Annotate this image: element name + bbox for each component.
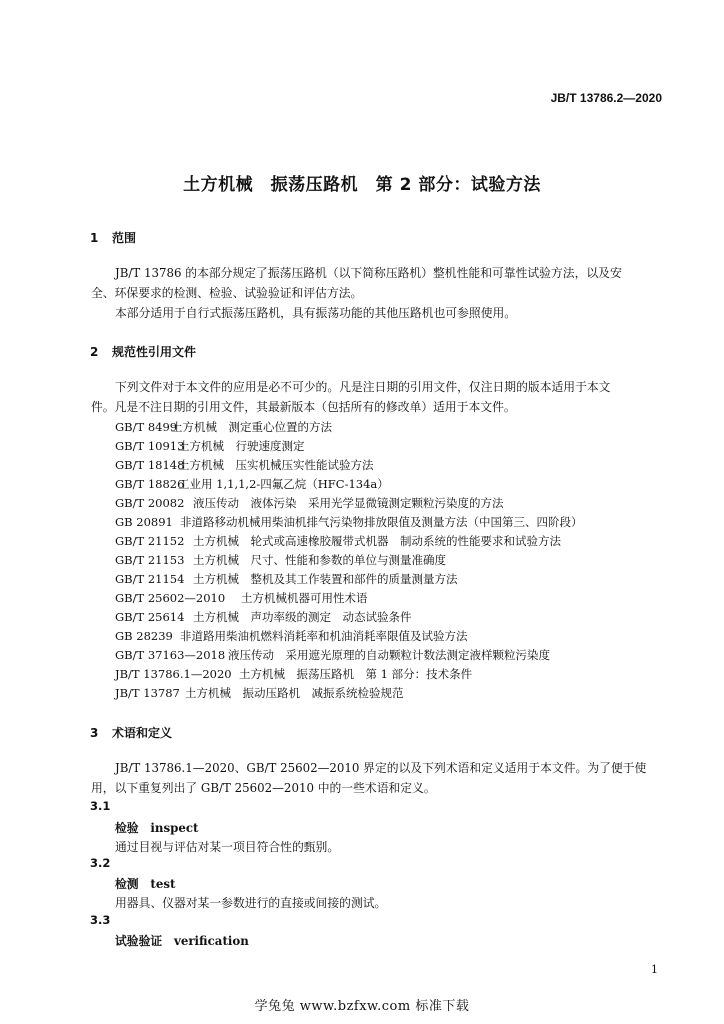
reference-item — [115, 666, 472, 682]
section-2-number: 2 — [90, 345, 99, 359]
reference-title: 土方机械 声功率级的测定 动态试验条件 — [193, 610, 412, 624]
reference-title: 非道路用柴油机燃料消耗率和机油消耗率限值及试验方法 — [180, 629, 468, 643]
reference-item — [115, 476, 389, 492]
section-2-title: 规范性引用文件 — [112, 345, 197, 359]
reference-code: GB 28239 — [115, 629, 173, 643]
reference-code: GB/T 10913 — [115, 439, 185, 453]
standard-number: JB/T 13786.2—2020 — [550, 91, 662, 105]
section-3-intro-line2: 用，以下重复列出了 GB/T 25602—2010 中的一些术语和定义。 — [91, 781, 436, 795]
reference-item — [115, 685, 404, 701]
reference-title: 土方机械机器可用性术语 — [241, 591, 368, 605]
reference-title: 土方机械 测定重心位置的方法 — [171, 420, 332, 434]
section-3-heading — [90, 724, 172, 741]
term-number: 3.2 — [90, 856, 111, 870]
reference-code: GB 20891 — [115, 515, 173, 529]
section-1-para1-line2: 全、环保要求的检测、检验、试验验证和评估方法。 — [91, 286, 363, 300]
term-number: 3.3 — [90, 913, 111, 927]
reference-title: 液压传动 采用遮光原理的自动颗粒计数法测定液样颗粒污染度 — [228, 648, 550, 662]
section-1-number: 1 — [90, 231, 99, 245]
reference-item — [115, 552, 446, 568]
reference-item — [115, 533, 561, 549]
reference-item — [115, 495, 504, 511]
reference-code: GB/T 21152 — [115, 534, 185, 548]
reference-code: GB/T 20082 — [115, 496, 185, 510]
reference-code: GB/T 8499 — [115, 420, 178, 434]
section-2-intro-line2: 件。凡是不注日期的引用文件，其最新版本（包括所有的修改单）适用于本文件。 — [91, 400, 516, 414]
section-1-title: 范围 — [112, 231, 137, 245]
reference-item — [115, 419, 332, 435]
section-1-heading — [90, 229, 136, 246]
reference-item — [115, 571, 458, 587]
reference-code: GB/T 21154 — [115, 572, 185, 586]
reference-title: 土方机械 行驶速度测定 — [178, 439, 305, 453]
reference-item — [115, 590, 368, 606]
footer-text: 学兔兔 www.bzfxw.com 标准下载 — [254, 999, 470, 1014]
term-number: 3.1 — [90, 799, 111, 813]
reference-code: GB/T 37163—2018 — [115, 648, 226, 662]
section-3-number: 3 — [90, 726, 99, 740]
reference-item — [115, 438, 305, 454]
reference-title: 非道路移动机械用柴油机排气污染物排放限值及测量方法（中国第三、四阶段） — [180, 515, 583, 529]
reference-code: GB/T 18826 — [115, 477, 185, 491]
reference-title: 土方机械 尺寸、性能和参数的单位与测量准确度 — [193, 553, 446, 567]
term-definition: 通过目视与评估对某一项目符合性的甄别。 — [115, 840, 340, 854]
reference-code: GB/T 25602—2010 — [115, 591, 226, 605]
page-number: 1 — [651, 963, 658, 976]
reference-title: 液压传动 液体污染 采用光学显微镜测定颗粒污染度的方法 — [193, 496, 504, 510]
reference-code: JB/T 13786.1—2020 — [115, 667, 232, 681]
reference-title: 工业用 1,1,1,2-四氟乙烷（HFC-134a） — [178, 477, 389, 491]
reference-item — [115, 647, 550, 663]
reference-code: JB/T 13787 — [115, 686, 180, 700]
reference-title: 土方机械 整机及其工作装置和部件的质量测量方法 — [193, 572, 458, 586]
reference-title: 土方机械 振荡压路机 第 1 部分：技术条件 — [239, 667, 473, 681]
reference-code: GB/T 25614 — [115, 610, 185, 624]
section-3-intro-line1: JB/T 13786.1—2020、GB/T 25602—2010 界定的以及下列术语和定义适用于本文件。为了便于使 — [115, 761, 647, 775]
reference-title: 土方机械 压实机械压实性能试验方法 — [178, 458, 374, 472]
term-name: 检验 inspect — [115, 821, 199, 835]
section-1-para2: 本部分适用于自行式振荡压路机，具有振荡功能的其他压路机也可参照使用。 — [115, 306, 517, 320]
term-name: 检测 test — [115, 877, 176, 891]
reference-code: GB/T 21153 — [115, 553, 185, 567]
term-name: 试验验证 verification — [115, 934, 249, 948]
section-1-para1-line1: JB/T 13786 的本部分规定了振荡压路机（以下简称压路机）整机性能和可靠性试验方法，以及安 — [115, 266, 622, 280]
section-2-heading — [90, 343, 196, 360]
section-3-title: 术语和定义 — [112, 726, 173, 740]
reference-item — [115, 514, 583, 530]
reference-code: GB/T 18148 — [115, 458, 185, 472]
reference-title: 土方机械 轮式或高速橡胶履带式机器 制动系统的性能要求和试验方法 — [193, 534, 561, 548]
reference-item — [115, 609, 412, 625]
term-definition: 用器具、仪器对某一参数进行的直接或间接的测试。 — [115, 896, 387, 910]
page-title: 土方机械 振荡压路机 第 2 部分：试验方法 — [183, 175, 541, 195]
reference-item — [115, 628, 468, 644]
reference-item — [115, 457, 374, 473]
section-2-intro-line1: 下列文件对于本文件的应用是必不可少的。凡是注日期的引用文件，仅注日期的版本适用于本文 — [115, 380, 611, 394]
reference-title: 土方机械 振动压路机 减振系统检验规范 — [185, 686, 404, 700]
